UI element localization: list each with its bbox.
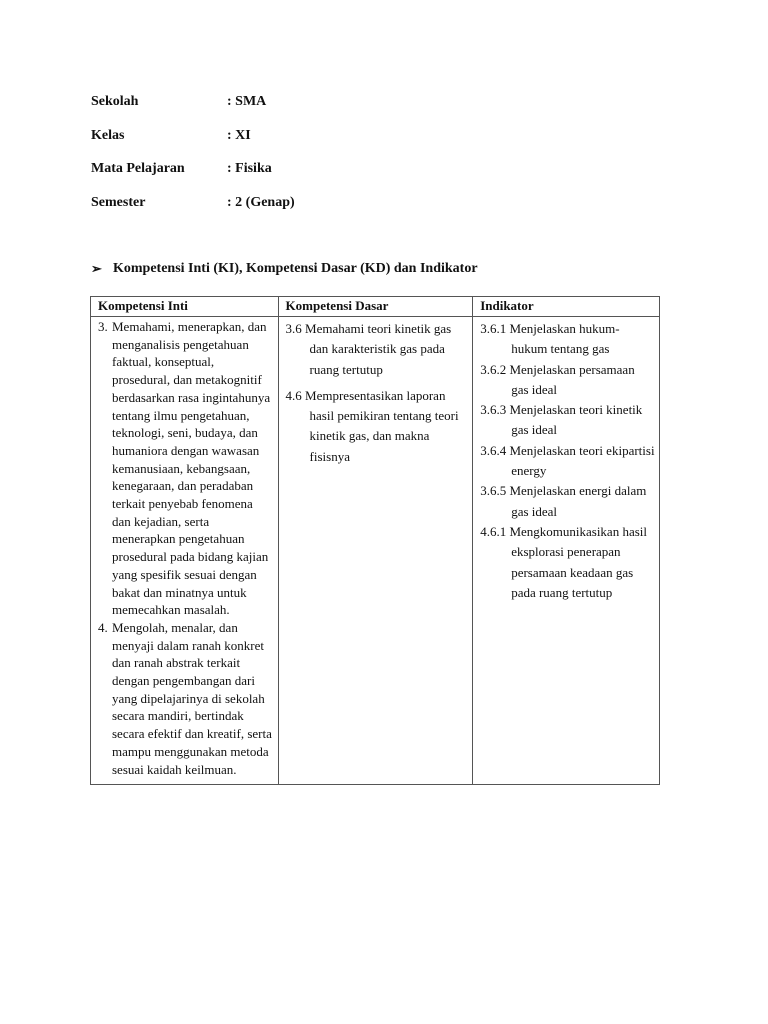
identity-block bbox=[91, 94, 295, 228]
ki-text: Memahami, menerapkan, dan menganalisis pengetahuan faktual, konseptual, prosedural, dan metakognitif berdasarkan rasa ingintahunya tentang ilmu pengetahuan, teknologi, seni, budaya, dan humaniora dengan wawasan kemanusiaan, kebangsaan, kenegaraan, dan peradaban terkait penyebab fenomena dan kejadian, serta menerapkan pengetahuan prosedural pada bidang kajian yang spesifik sesuai dengan bakat dan minatnya untuk memecahkan masalah. bbox=[112, 319, 271, 618]
indikator-item: 3.6.5 Menjelaskan energi dalam gas ideal bbox=[480, 483, 647, 519]
indikator-item: 3.6.4 Menjelaskan teori ekipartisi energy bbox=[480, 442, 655, 479]
indikator-cell bbox=[473, 317, 660, 785]
header-kompetensi-dasar: Kompetensi Dasar bbox=[278, 297, 473, 317]
section-heading bbox=[91, 261, 478, 277]
kd-item: 4.6 Mempresentasikan laporan hasil pemikiran tentang teori kinetik gas, dan makna fisisnya bbox=[285, 387, 459, 464]
ki-item bbox=[98, 318, 274, 619]
info-value: : Fisika bbox=[227, 161, 272, 176]
ki-number: 3. bbox=[98, 319, 108, 334]
info-label: Kelas bbox=[91, 127, 125, 143]
info-value: : XI bbox=[227, 127, 251, 143]
arrow-bullet-icon: ➢ bbox=[91, 261, 102, 276]
info-row-subject bbox=[91, 161, 295, 195]
ki-item bbox=[98, 619, 274, 778]
section-heading-text: Kompetensi Inti (KI), Kompetensi Dasar (KD) dan Indikator bbox=[113, 261, 478, 276]
ki-number: 4. bbox=[98, 619, 108, 635]
info-label: Sekolah bbox=[91, 94, 139, 109]
info-value: : SMA bbox=[227, 94, 267, 109]
info-row-class bbox=[91, 128, 295, 162]
info-row-school bbox=[91, 94, 295, 128]
ki-text: Mengolah, menalar, dan menyaji dalam ranah konkret dan ranah abstrak terkait dengan pengembangan dari yang dipelajarinya di sekolah secara mandiri, bertindak secara efektif dan kreatif, serta mampu menggunakan metoda sesuai kaidah keilmuan. bbox=[112, 619, 272, 777]
table-row bbox=[91, 317, 660, 785]
indikator-item: 3.6.1 Menjelaskan hukum-hukum tentang gas bbox=[480, 321, 620, 357]
info-label: Semester bbox=[91, 194, 146, 210]
kd-item: 3.6 Memahami teori kinetik gas dan karakteristik gas pada ruang tertutup bbox=[285, 321, 452, 377]
info-label: Mata Pelajaran bbox=[91, 161, 185, 176]
indikator-item: 3.6.2 Menjelaskan persamaan gas ideal bbox=[480, 361, 635, 397]
ki-cell bbox=[91, 317, 279, 785]
info-value: : 2 (Genap) bbox=[227, 194, 295, 210]
header-kompetensi-inti: Kompetensi Inti bbox=[91, 297, 279, 317]
table-header-row bbox=[91, 297, 660, 317]
competency-table bbox=[90, 296, 660, 785]
info-row-semester bbox=[91, 195, 295, 229]
kd-cell bbox=[278, 317, 473, 785]
header-indikator: Indikator bbox=[473, 297, 660, 317]
indikator-item: 4.6.1 Mengkomunikasikan hasil eksplorasi penerapan persamaan keadaan gas pada ruang tertutup bbox=[480, 523, 648, 600]
indikator-item: 3.6.3 Menjelaskan teori kinetik gas ideal bbox=[480, 402, 643, 438]
